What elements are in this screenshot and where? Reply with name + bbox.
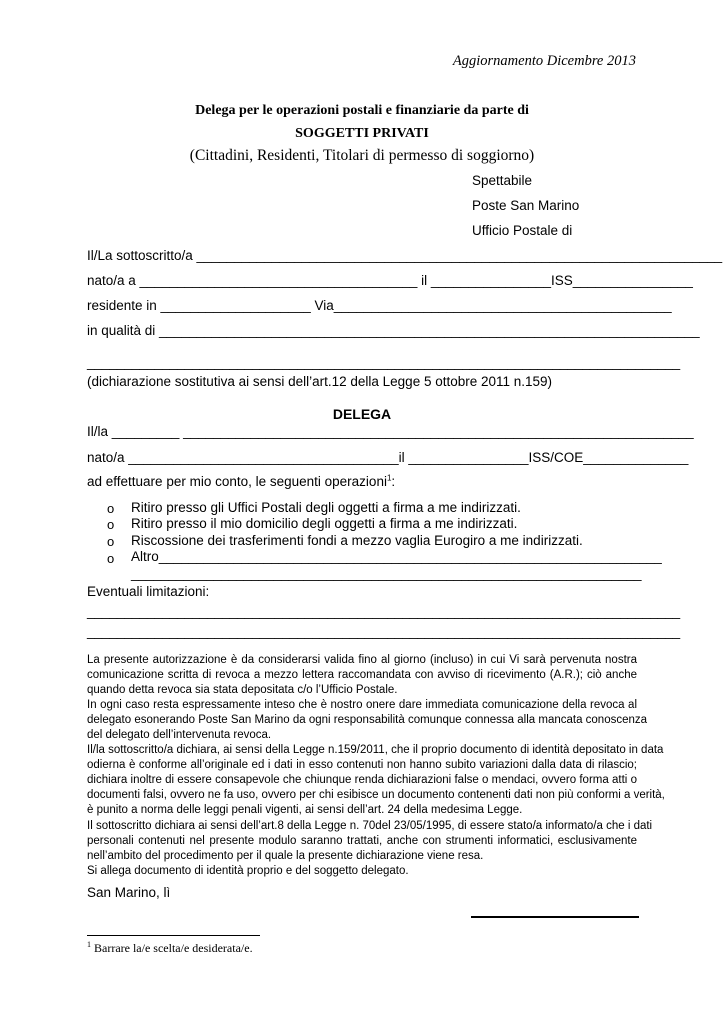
delega-heading: DELEGA (332, 406, 392, 422)
terms-paragraph (87, 653, 665, 879)
declarant-blank-field[interactable]: _______________________________________________________________________________ (87, 355, 681, 370)
delegate-name-field[interactable]: Il/la _________ ____________________________________________________________________ (87, 424, 694, 439)
terms-line: La presente autorizzazione è da considerarsi valida fino al giorno (incluso) in cui Vi sarà pervenuta nostra (87, 654, 637, 666)
terms-line: personali contenuti nel presente modulo saranno trattati, anche con strumenti informatici, esclusivamente (87, 834, 637, 847)
footnote (87, 941, 253, 956)
terms-line: quando detta revoca sia stata depositata c/o l’Ufficio Postale. (87, 684, 398, 697)
addressee-line: Spettabile (472, 173, 533, 188)
signature-line[interactable] (471, 916, 639, 918)
addressee-line: Ufficio Postale di (472, 223, 573, 238)
footnote-marker: 1 (87, 940, 91, 949)
operations-intro-colon: : (391, 474, 396, 489)
document-title: Delega per le operazioni postali e finanziarie da parte di (195, 103, 529, 118)
declarant-name-field[interactable]: Il/La sottoscritto/a ______________________________________________________________________ (87, 248, 723, 263)
option-checkbox-altro[interactable]: o (107, 551, 115, 566)
operations-intro (87, 474, 637, 489)
limitations-label: Eventuali limitazioni: (87, 584, 210, 599)
terms-line: Si allega documento di identità proprio e del soggetto delegato. (87, 864, 409, 877)
document-subtitle: SOGGETTI PRIVATI (295, 126, 429, 141)
option-label-altro[interactable]: Altro___________________________________________________________________ (131, 549, 662, 564)
footnote-text: Barrare la/e scelta/e desiderata/e. (91, 941, 253, 955)
delegate-birth-field[interactable]: nato/a ____________________________________il ________________ISS/COE______________ (87, 450, 689, 465)
terms-line: documenti falsi, ovvero ne fa uso, ovvero per chi esibisce un documento contenenti dati non più conformi a verità, (87, 789, 665, 802)
declarant-birth-field[interactable]: nato/a a _____________________________________ il ________________ISS________________ (87, 273, 693, 288)
terms-line: Il sottoscritto dichiara ai sensi dell’art.8 della Legge n. 70del 23/05/1995, di essere stato/a informato/a che i dati (87, 819, 653, 832)
option-checkbox-riscossione[interactable]: o (107, 534, 115, 549)
option-label-riscossione: Riscossione dei trasferimenti fondi a mezzo vaglia Eurogiro a me indirizzati. (131, 533, 583, 548)
footnote-separator (87, 935, 260, 936)
terms-line: In ogni caso resta espressamente inteso che è nostro onere dare immediata comunicazione della revoca al (87, 699, 637, 712)
declarant-capacity-field[interactable]: in qualità di ________________________________________________________________________ (87, 323, 700, 338)
document-subtitle-note: (Cittadini, Residenti, Titolari di permesso di soggiorno) (189, 147, 535, 164)
addressee-line: Poste San Marino (472, 198, 580, 213)
terms-line: Il/la sottoscritto/a dichiara, ai sensi della Legge n.159/2011, che il proprio documento di identità depositato in data (87, 744, 664, 757)
place-date-label: San Marino, lì (87, 885, 171, 900)
terms-line: comunicazione scritta di revoca a mezzo lettera raccomandata con avviso di ricevimento (A.R.); ciò anche (87, 669, 637, 682)
option-label-ritiro-uffici: Ritiro presso gli Uffici Postali degli oggetti a firma a me indirizzati. (131, 500, 521, 515)
option-checkbox-ritiro-uffici[interactable]: o (107, 501, 115, 516)
terms-line: odierna è conforme all’originale ed i dati in esso contenuti non hanno subito variazioni dalla data di rilascio; (87, 759, 637, 772)
option-checkbox-ritiro-domicilio[interactable]: o (107, 517, 115, 532)
altro-continuation-field[interactable]: ____________________________________________________________________ (131, 566, 642, 581)
terms-line: dichiara inoltre di essere consapevole che chiunque renda dichiarazioni false o mendaci, ovvero forma atti o (87, 774, 637, 787)
update-note: Aggiornamento Dicembre 2013 (452, 53, 636, 69)
limitations-field[interactable]: _______________________________________________________________________________ (87, 624, 681, 639)
terms-line: del delegato dell’intervenuta revoca. (87, 729, 272, 742)
operations-intro-text: ad effettuare per mio conto, le seguenti operazioni (87, 474, 387, 489)
option-label-ritiro-domicilio: Ritiro presso il mio domicilio degli oggetti a firma a me indirizzati. (131, 516, 518, 531)
footnote-reference: 1 (386, 473, 392, 483)
terms-line: delegato esonerando Poste San Marino da ogni responsabilità comunque connessa alla mancata conoscenza (87, 714, 648, 727)
declaration-note: (dichiarazione sostitutiva ai sensi dell’art.12 della Legge 5 ottobre 2011 n.159) (87, 374, 553, 389)
declarant-residence-field[interactable]: residente in ____________________ Via_____________________________________________ (87, 298, 672, 313)
limitations-field[interactable]: _______________________________________________________________________________ (87, 604, 681, 619)
terms-line: è punito a norma delle leggi penali vigenti, ai sensi dell’art. 24 della medesima Legge. (87, 804, 523, 817)
terms-line: nell’ambito del procedimento per il quale la presente dichiarazione viene resa. (87, 849, 484, 862)
